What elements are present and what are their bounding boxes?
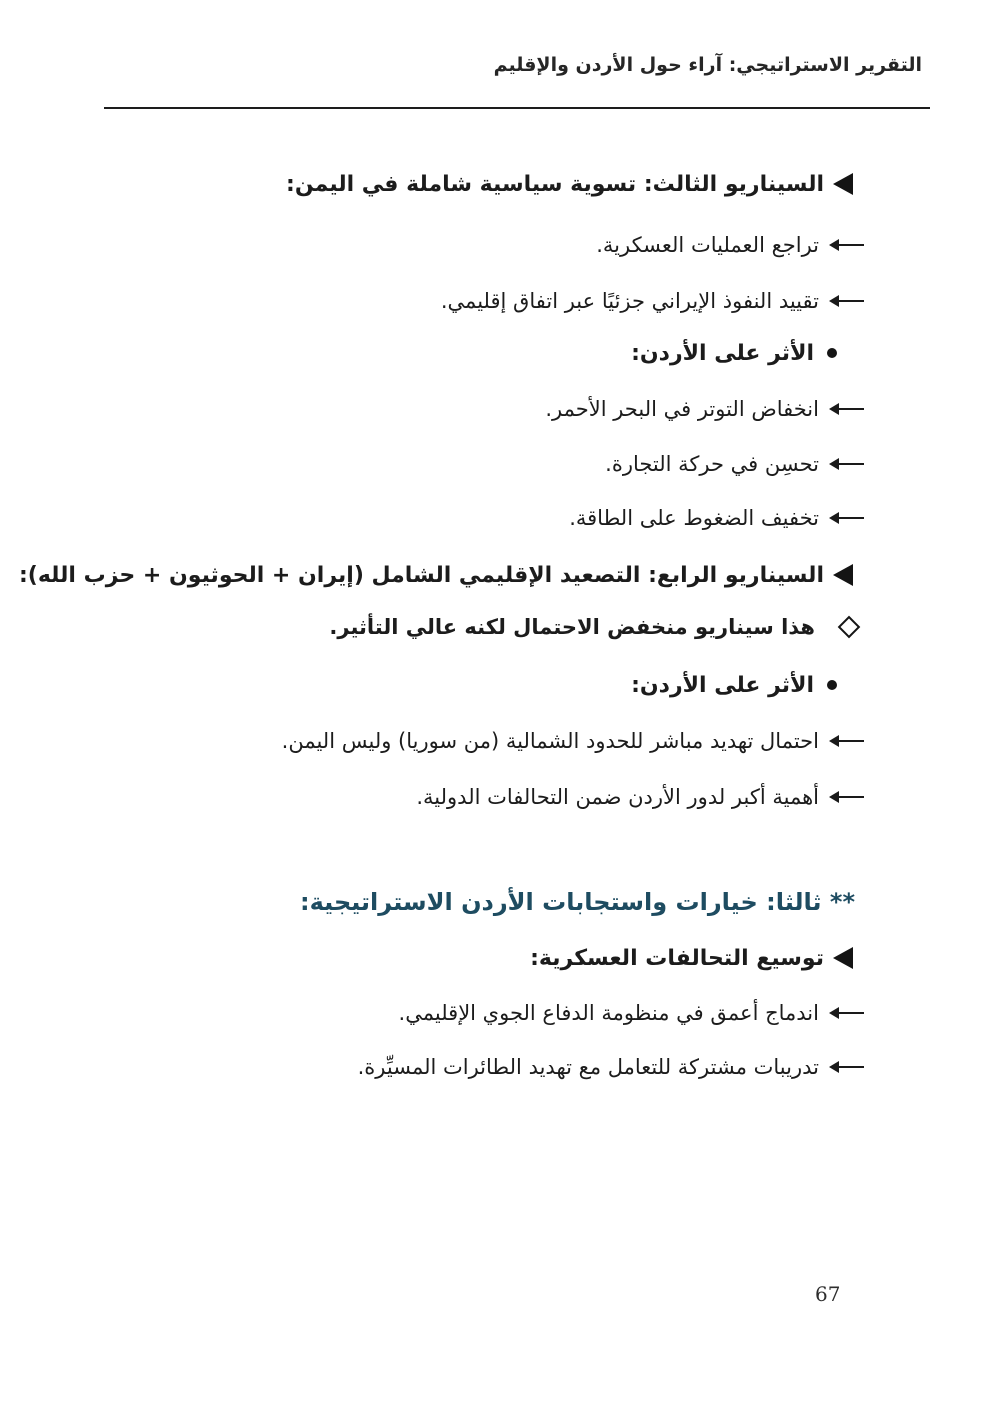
section-heading-third bbox=[300, 882, 855, 922]
list-item bbox=[399, 996, 864, 1030]
heading-text: السيناريو الثالث: تسوية سياسية شاملة في اليمن: bbox=[286, 171, 824, 197]
long-left-arrow-icon bbox=[831, 796, 864, 798]
list-item-text: اندماج أعمق في منظومة الدفاع الجوي الإقليمي. bbox=[398, 1001, 819, 1025]
heading-text: السيناريو الرابع: التصعيد الإقليمي الشامل (إيران + الحوثيون + حزب الله): bbox=[18, 562, 824, 588]
impact-subheading bbox=[631, 668, 837, 702]
list-item bbox=[282, 724, 864, 758]
list-item-text: تراجع العمليات العسكرية. bbox=[596, 233, 819, 257]
long-left-arrow-icon bbox=[831, 244, 864, 246]
list-item bbox=[545, 392, 864, 426]
list-item bbox=[416, 780, 864, 814]
subheading-text: الأثر على الأردن: bbox=[631, 672, 814, 698]
alliances-heading bbox=[530, 941, 853, 975]
list-item-text: تقييد النفوذ الإيراني جزئيًا عبر اتفاق إقليمي. bbox=[440, 289, 819, 313]
note-item-text: هذا سيناريو منخفض الاحتمال لكنه عالي التأثير. bbox=[329, 615, 815, 639]
list-item-text: تدريبات مشتركة للتعامل مع تهديد الطائرات المسيِّرة. bbox=[357, 1055, 819, 1079]
triangle-bullet-icon bbox=[833, 947, 853, 969]
list-item bbox=[358, 1050, 864, 1084]
running-header-title: التقرير الاستراتيجي: آراء حول الأردن والإقليم bbox=[493, 54, 922, 76]
long-left-arrow-icon bbox=[831, 517, 864, 519]
long-left-arrow-icon bbox=[831, 300, 864, 302]
list-item-text: أهمية أكبر لدور الأردن ضمن التحالفات الدولية. bbox=[416, 785, 819, 809]
section-heading-text: ** ثالثا: خيارات واستجابات الأردن الاستراتيجية: bbox=[300, 888, 855, 916]
long-left-arrow-icon bbox=[831, 1066, 864, 1068]
page-number: 67 bbox=[815, 1282, 841, 1306]
list-item-text: تحسِن في حركة التجارة. bbox=[605, 452, 819, 476]
header-divider bbox=[104, 107, 930, 109]
list-item-text: انخفاض التوتر في البحر الأحمر. bbox=[545, 397, 819, 421]
triangle-bullet-icon bbox=[833, 564, 853, 586]
list-item bbox=[596, 228, 864, 262]
dot-bullet-icon bbox=[827, 680, 837, 690]
triangle-bullet-icon bbox=[833, 173, 853, 195]
note-item bbox=[329, 610, 857, 644]
long-left-arrow-icon bbox=[831, 740, 864, 742]
dot-bullet-icon bbox=[827, 348, 837, 358]
list-item bbox=[605, 447, 864, 481]
heading-text: توسيع التحالفات العسكرية: bbox=[530, 945, 824, 971]
long-left-arrow-icon bbox=[831, 408, 864, 410]
list-item-text: احتمال تهديد مباشر للحدود الشمالية (من سوريا) وليس اليمن. bbox=[281, 729, 819, 753]
list-item bbox=[569, 501, 864, 535]
scenario-4-heading bbox=[19, 558, 853, 592]
list-item bbox=[441, 284, 864, 318]
subheading-text: الأثر على الأردن: bbox=[631, 340, 814, 366]
impact-subheading bbox=[631, 336, 837, 370]
diamond-bullet-icon bbox=[838, 616, 861, 639]
list-item-text: تخفيف الضغوط على الطاقة. bbox=[569, 506, 819, 530]
long-left-arrow-icon bbox=[831, 1012, 864, 1014]
long-left-arrow-icon bbox=[831, 463, 864, 465]
scenario-3-heading bbox=[286, 167, 853, 201]
